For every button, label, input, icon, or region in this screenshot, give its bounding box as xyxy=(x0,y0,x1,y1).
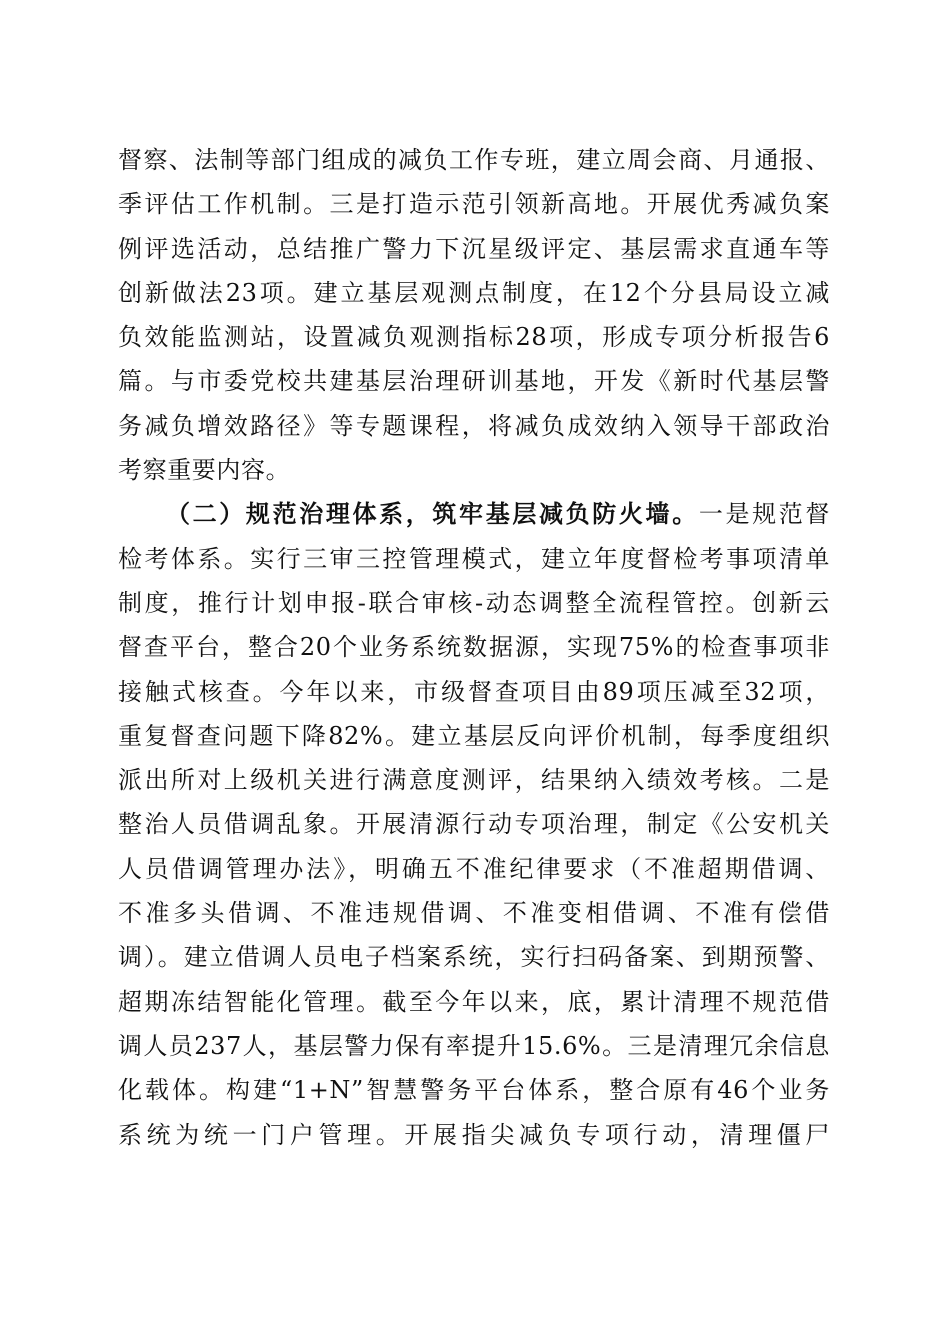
text-line: 务减负增效路径》等专题课程，将减负成效纳入领导干部政治 xyxy=(118,411,830,440)
text-line: 化载体。构建“1+N”智慧警务平台体系，整合原有46个业务 xyxy=(118,1076,830,1105)
text-line: 督查平台，整合20个业务系统数据源，实现75%的检查事项非 xyxy=(118,633,830,662)
text-line: 督察、法制等部门组成的减负工作专班，建立周会商、月通报、 xyxy=(118,146,830,174)
text-run: 一是规范督 xyxy=(698,500,830,529)
text-line: 调人员237人，基层警力保有率提升15.6%。三是清理冗余信息 xyxy=(118,1031,830,1060)
section-heading-line xyxy=(118,492,830,536)
text-line: 负效能监测站，设置减负观测指标28项，形成专项分析报告6 xyxy=(118,323,830,352)
text-line: 重复督查问题下降82%。建立基层反向评价机制，每季度组织 xyxy=(118,721,830,750)
text-line: 篇。与市委党校共建基层治理研训基地，开发《新时代基层警 xyxy=(118,367,830,396)
text-line: 超期冻结智能化管理。截至今年以来，底，累计清理不规范借 xyxy=(118,987,830,1016)
body-text xyxy=(118,138,830,1157)
section-heading: （二）规范治理体系，筑牢基层减负防火墙。 xyxy=(166,499,699,529)
text-line: 人员借调管理办法》，明确五不准纪律要求（不准超期借调、 xyxy=(118,854,830,883)
text-line: 系统为统一门户管理。开展指尖减负专项行动，清理僵尸 xyxy=(118,1120,830,1149)
text-line: 制度，推行计划申报-联合审核-动态调整全流程管控。创新云 xyxy=(118,588,830,617)
text-line: 派出所对上级机关进行满意度测评，结果纳入绩效考核。二是 xyxy=(118,766,830,795)
text-line: 检考体系。实行三审三控管理模式，建立年度督检考事项清单 xyxy=(118,544,830,573)
text-line: 接触式核查。今年以来，市级督查项目由89项压减至32项， xyxy=(118,677,830,706)
text-line: 调）。建立借调人员电子档案系统，实行扫码备案、到期预警、 xyxy=(118,943,830,972)
text-line: 创新做法23项。建立基层观测点制度，在12个分县局设立减 xyxy=(118,278,830,307)
text-line: 季评估工作机制。三是打造示范引领新高地。开展优秀减负案 xyxy=(118,190,830,219)
text-line: 例评选活动，总结推广警力下沉星级评定、基层需求直通车等 xyxy=(118,234,830,263)
text-line: 考察重要内容。 xyxy=(118,456,291,485)
text-line: 不准多头借调、不准违规借调、不准变相借调、不准有偿借 xyxy=(118,899,830,928)
text-line: 整治人员借调乱象。开展清源行动专项治理，制定《公安机关 xyxy=(118,810,830,839)
